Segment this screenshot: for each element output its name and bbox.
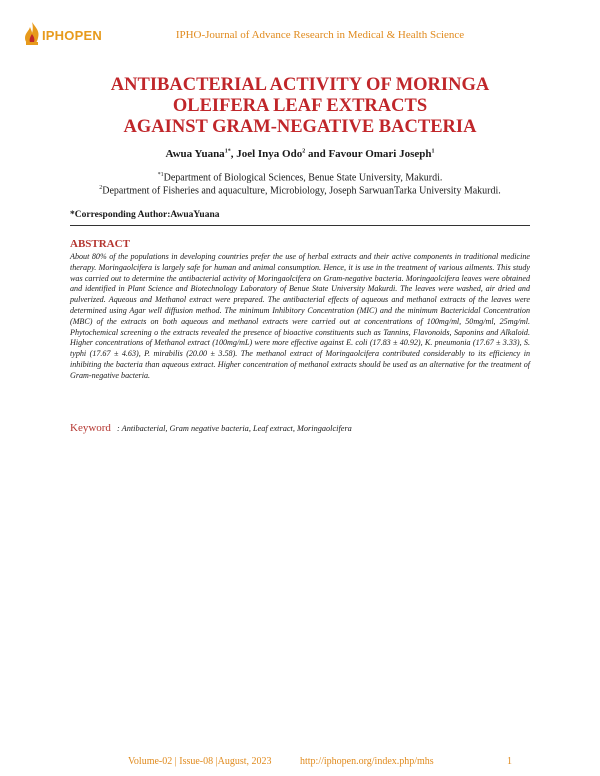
logo-text: IPHOPEN — [42, 28, 102, 43]
title-line: OLEIFERA LEAF EXTRACTS — [172, 96, 428, 116]
affiliation — [40, 185, 560, 196]
journal-name: IPHO-Journal of Advance Research in Medical & Health Science — [175, 29, 465, 41]
footer-url[interactable]: http://iphopen.org/index.php/mhs — [300, 756, 434, 767]
keyword-list: : Antibacterial, Gram negative bacteria, Leaf extract, Moringaolcifera — [116, 424, 352, 433]
author-name: Awua Yuana — [165, 148, 225, 160]
paper-title — [40, 75, 560, 138]
keywords — [70, 422, 530, 434]
journal-header — [0, 20, 600, 56]
affiliation-superscript: *1 — [157, 172, 164, 178]
affiliation-text: Department of Fisheries and aquaculture, Microbiology, Joseph SarwuanTarka University Makurdi. — [102, 185, 501, 197]
title-line: ANTIBACTERIAL ACTIVITY OF MORINGA — [110, 75, 490, 95]
author-superscript: 1* — [224, 148, 231, 155]
keyword-label: Keyword — [70, 422, 111, 434]
abstract-heading: ABSTRACT — [70, 238, 130, 250]
footer-volume: Volume-02 | Issue-08 |August, 2023 — [128, 756, 272, 767]
affiliation-text: Department of Biological Sciences, Benue State University, Makurdi. — [163, 172, 443, 184]
author-superscript: 2 — [302, 148, 306, 155]
affiliation — [40, 172, 560, 183]
divider — [70, 225, 530, 226]
journal-logo — [20, 20, 120, 50]
page-number: 1 — [507, 756, 512, 767]
affiliation-superscript: 2 — [99, 185, 103, 191]
abstract-body: About 80% of the populations in developing countries prefer the use of herbal extracts and their active components in traditional medicine therapy. Moringaolcifera is largely safe for human and animal consumption. Hence, it is use in the treatment of various ailments. This study was carried out to determine the antibacterial activity of Moringaolcifera on Gram-negative bacteria. Moringaolcifera leaves were obtained and identified in Plant Science and Biotechnology Laboratory of Benue State University Makurdi. The leaves were washed, air dried and pulverized. Aqueous and Methanol extract were prepared. The antibacterial effects of aqueous and methanol extracts of the leaves were determined using Agar well diffusion method. The minimum Inhibitory Concentration (MIC) and the minimum Bactericidal Concentration (MBC) of the extracts on both aqueous and methanol extracts were carried out at concentrations of 100mg/ml, 50mg/ml, 25mg/ml. Phytochemical screening o the extracts revealed the presence of bioactive constituents such as Tannins, Flavonoids, Saponins and Alkaloid. Higher concentrations of Methanol extract (100mg/mL) were more effective against E. coli (17.83 ± 40.92), K. pneumonia (17.67 ± 3.33), S. typhi (17.67 ± 4.63), P. mirabilis (20.00 ± 3.58). The methanol extract of Moringaolcifera contributed considerably to its efficiency in inhibiting the bacteria than aqueous extract. Higher concentration of methanol extracts should be used as an alternative for the treatment of Gram-negative bacteria. — [70, 252, 530, 380]
title-line: AGAINST GRAM-NEGATIVE BACTERIA — [123, 117, 477, 137]
author-name: , Joel Inya Odo — [230, 148, 303, 160]
flame-icon — [20, 20, 44, 48]
author-list — [40, 148, 560, 160]
author-name: and Favour Omari Joseph — [305, 148, 432, 160]
corresponding-author: *Corresponding Author:AwuaYuana — [70, 210, 220, 220]
author-superscript: 1 — [431, 148, 435, 155]
